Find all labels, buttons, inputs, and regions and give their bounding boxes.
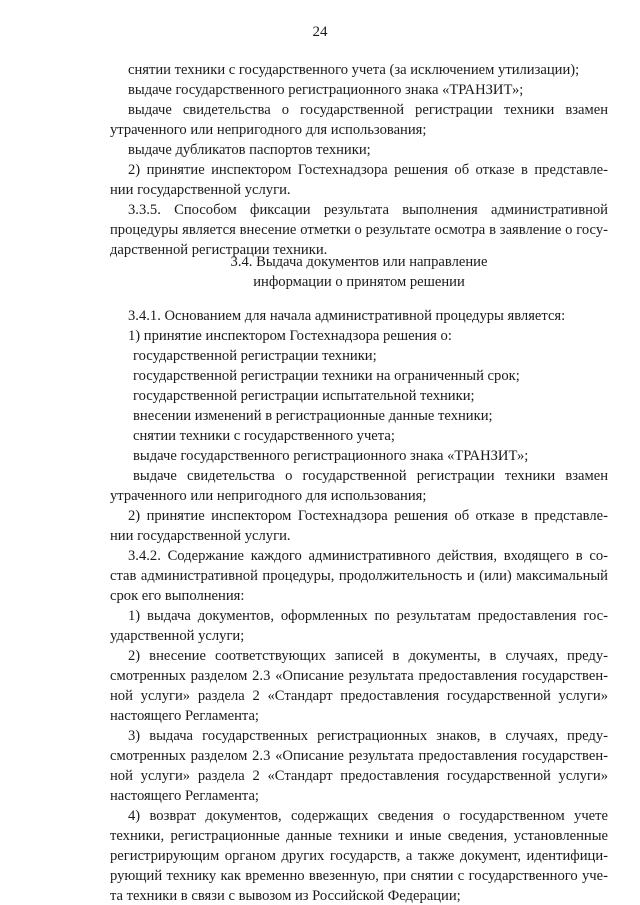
text-line: процедуры является внесение отметки о результате осмотра в заявление о госу- xyxy=(110,222,608,238)
text-line: дарственной регистрации техники. xyxy=(110,242,328,258)
text-line: 3.4.2. Содержание каждого административного действия, входящего в со- xyxy=(128,548,608,564)
text-line: 3.4.1. Основанием для начала административной процедуры является: xyxy=(128,308,566,324)
text-line: та техники в связи с вывозом из Российской Федерации; xyxy=(110,888,461,904)
text-line: регистрирующим органом других государств, а также документ, идентифици- xyxy=(110,848,608,864)
text-line: срок его выполнения: xyxy=(110,588,245,604)
text-line: выдаче государственного регистрационного знака «ТРАНЗИТ»; xyxy=(133,448,529,464)
text-line: выдаче государственного регистрационного знака «ТРАНЗИТ»; xyxy=(128,82,524,98)
text-line: внесении изменений в регистрационные данные техники; xyxy=(133,408,493,424)
text-line: нии государственной услуги. xyxy=(110,528,291,544)
text-line: 1) принятие инспектором Гостехнадзора решения о: xyxy=(128,328,452,344)
text-line: утраченного или непригодного для использования; xyxy=(110,122,427,138)
text-line: 2) принятие инспектором Гостехнадзора решения об отказе в представле- xyxy=(128,508,608,524)
text-line: 3) выдача государственных регистрационных знаков, в случаях, преду- xyxy=(128,728,608,744)
text-line: 2) принятие инспектором Гостехнадзора решения об отказе в представле- xyxy=(128,162,608,178)
text-line: рующий технику как временно ввезенную, при снятии с государственного уче- xyxy=(110,868,608,884)
text-line: ной услуги» раздела 2 «Стандарт предоставления государственной услуги» xyxy=(110,688,608,704)
text-line: выдаче свидетельства о государственной регистрации техники взамен xyxy=(133,468,608,484)
text-line: ной услуги» раздела 2 «Стандарт предоставления государственной услуги» xyxy=(110,768,608,784)
text-line: 2) внесение соответствующих записей в документы, в случаях, преду- xyxy=(128,648,608,664)
text-line: став административной процедуры, продолжительность и (или) максимальный xyxy=(110,568,608,584)
text-line: нии государственной услуги. xyxy=(110,182,291,198)
text-line: 4) возврат документов, содержащих сведения о государственном учете xyxy=(128,808,608,824)
text-line: 3.3.5. Способом фиксации результата выполнения административной xyxy=(128,202,608,218)
text-line: техники, регистрационные данные техники и иные сведения, установленные xyxy=(110,828,608,844)
text-line: утраченного или непригодного для использования; xyxy=(110,488,427,504)
text-line: 1) выдача документов, оформленных по результатам предоставления гос- xyxy=(128,608,608,624)
text-line: настоящего Регламента; xyxy=(110,708,259,724)
text-line: смотренных разделом 2.3 «Описание результата предоставления государствен- xyxy=(110,668,608,684)
section-heading: информации о принятом решении xyxy=(253,274,465,290)
text-line: смотренных разделом 2.3 «Описание результата предоставления государствен- xyxy=(110,748,608,764)
section-heading: 3.4. Выдача документов или направление xyxy=(230,254,488,270)
page-number: 24 xyxy=(312,24,328,40)
text-line: государственной регистрации техники; xyxy=(133,348,377,364)
text-line: снятии техники с государственного учета (за исключением утилизации); xyxy=(128,62,580,78)
text-line: государственной регистрации испытательной техники; xyxy=(133,388,475,404)
text-line: выдаче свидетельства о государственной регистрации техники взамен xyxy=(128,102,608,118)
text-line: ударственной услуги; xyxy=(110,628,245,644)
text-line: государственной регистрации техники на ограниченный срок; xyxy=(133,368,520,384)
text-line: снятии техники с государственного учета; xyxy=(133,428,395,444)
text-line: настоящего Регламента; xyxy=(110,788,259,804)
text-line: выдаче дубликатов паспортов техники; xyxy=(128,142,371,158)
